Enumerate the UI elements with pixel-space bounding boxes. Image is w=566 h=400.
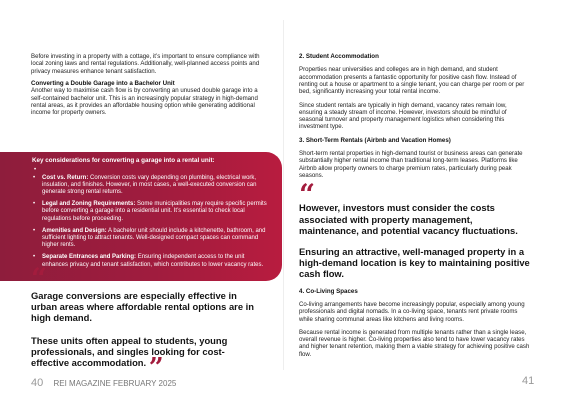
coliving-heading: 4. Co-Living Spaces [299,287,358,295]
consideration-item [42,201,268,223]
page-gutter [283,20,284,370]
key-considerations-title: Key considerations for converting a garage into a rental unit: [32,157,215,164]
open-quote-icon: “ [299,178,316,212]
pull-quote-text: Ensuring an attractive, well-managed property in a high-demand location is key to maintaining positive cash flow. [299,245,530,280]
shortterm-heading: 3. Short-Term Rentals (Airbnb and Vacation Homes) [299,136,451,144]
close-quote-icon: ” [148,353,164,384]
pull-quote-text: Garage conversions are especially effective in urban areas where affordable rental options are in high demand. [31,290,254,324]
page-number-right: 41 [522,375,535,387]
pull-quote-span: These units often appeal to students, young professionals, and singles looking for cost-effective accommodation. [31,334,228,369]
coliving-paragraph: Because rental income is generated from multiple tenants rather than a single lease, overall revenue is higher. Co-living properties also tend to have lower vacancy rates and higher tenant retention, making them a viable strategy for achieving positive cash flow. [299,328,530,358]
convert-paragraph: Another way to maximise cash flow is by converting an unused double garage into a self-contained bachelor unit. This is an increasingly popular strategy in high-demand rental areas, as it provides an affordable housing option while generating additional income for property owners. [31,87,258,117]
convert-heading: Converting a Double Garage into a Bachelor Unit [31,79,175,87]
pull-quote-text: However, investors must consider the costs associated with property management, maintenance, and potential vacancy fluctuations. [299,202,518,236]
coliving-paragraph: Co-living arrangements have become increasingly popular, especially among young professionals and digital nomads. In a co-living space, tenants rent private rooms while sharing communal areas like kitchens and living rooms. [299,301,525,323]
consideration-label: Amenities and Design: [42,227,107,234]
right-page-text [299,53,531,364]
consideration-item [42,175,268,197]
consideration-text: A bachelor unit should include a kitchenette, bathroom, and sufficient lighting to attract tenants. Well-designed compact spaces can command higher rents. [42,227,266,249]
considerations-list [32,175,268,269]
magazine-name: REI MAGAZINE FEBRUARY 2025 [53,379,177,388]
shortterm-paragraph: Short-term rental properties in high-demand tourist or business areas can generate substantially higher rental income than traditional long-term leases. Platforms like Airbnb allow property owners to charge premium rates, particularly during peak seasons. [299,150,523,180]
consideration-text: Some municipalities may require specific permits before converting a garage into a residential unit. It’s essential to check local regulations before proceeding. [42,201,267,222]
page-number-left: 40 [31,377,44,389]
student-heading: 2. Student Accommodation [299,53,379,60]
pull-quote-right [299,178,531,280]
open-quote-icon: “ [31,262,48,295]
footer-left [31,377,176,389]
left-page-text [31,53,263,116]
consideration-label: Cost vs. Return: [42,174,89,181]
consideration-text: Conversion costs vary depending on plumbing, electrical work, insulation, and finishes. However, in most cases, a well-executed conversion can generate strong rental returns. [42,174,257,195]
consideration-label: Legal and Zoning Requirements: [42,201,136,208]
consideration-text: Ensuring independent access to the unit enhances privacy and tenant satisfaction, which contributes to lower vacancy rates. [42,254,264,268]
intro-paragraph: Before investing in a property with a cottage, it’s important to ensure compliance with local zoning laws and rental regulations. Additionally, well-planned access points and privacy measures enhance tenant satisfaction. [31,53,260,75]
consideration-label: Separate Entrances and Parking: [42,254,137,261]
consideration-item [42,228,268,250]
consideration-item [42,254,268,268]
student-paragraph: Properties near universities and colleges are in high demand, and student accommodation presents a fantastic opportunity for positive cash flow. Instead of renting out a house or apartment to a single tenant, you can charge per room or per bed, significantly increasing your total rental income. [299,66,525,96]
student-paragraph: Since student rentals are typically in high demand, vacancy rates remain low, ensuring a steady stream of income. However, investors should be mindful of seasonal turnover and property management logistics when considering this investment type. [299,101,507,131]
bullet-icon: • [34,166,37,173]
